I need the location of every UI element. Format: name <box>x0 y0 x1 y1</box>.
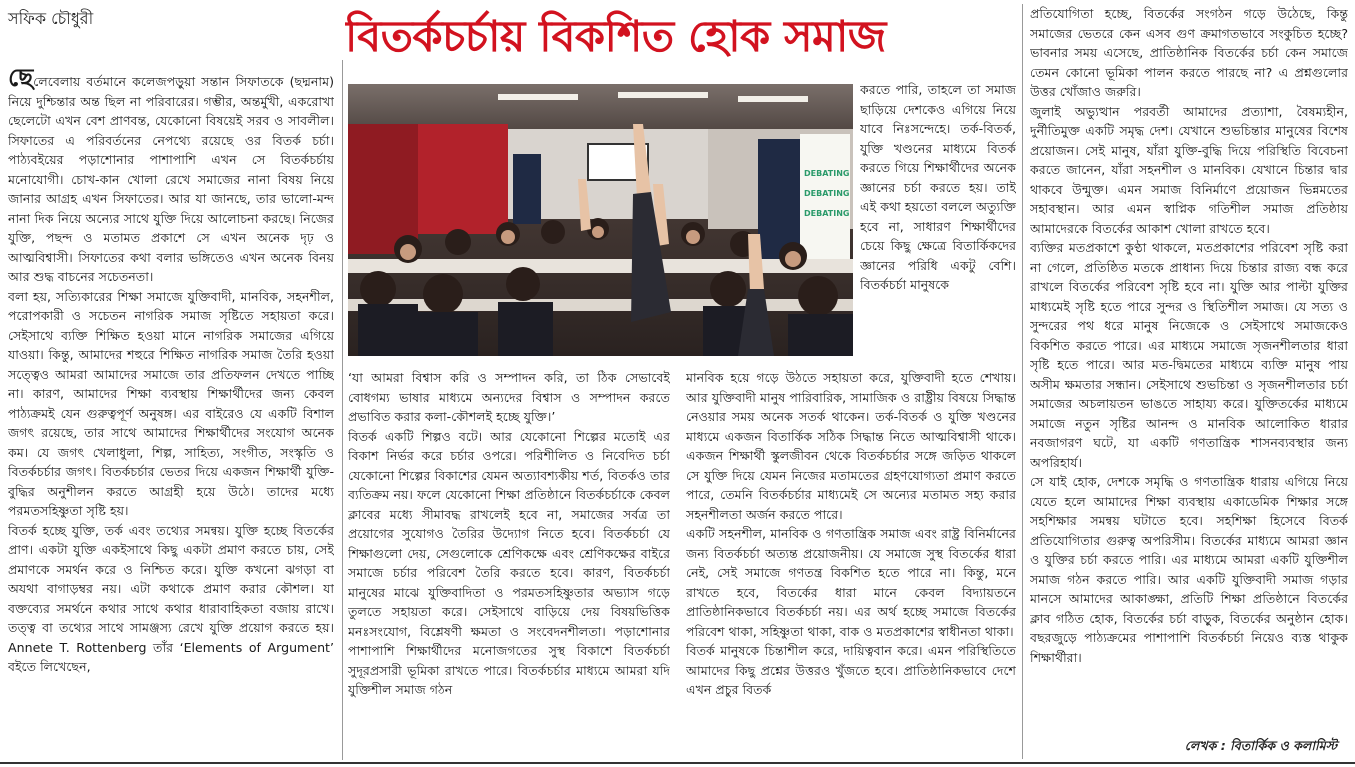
bottom-rule <box>0 762 1355 764</box>
quote: ‘যা আমরা বিশ্বাস করি ও সম্পাদন করি, তা ঠিক সেভাবেই বোধগম্য ভাষার মাধ্যমে অন্যদের বিশ্বাস ও সম্পাদন করতে প্রভাবিত করার কলা-কৌশলই হচ্ছে যুক্তি।’ <box>348 370 670 424</box>
paragraph: জুলাই অভ্যুত্থান পরবর্তী আমাদের প্রত্যাশা, বৈষম্যহীন, দুর্নীতিমুক্ত একটি সমৃদ্ধ দেশ। যেখানে শুভচিন্তার মানুষের বিশেষ প্রয়োজন। সেই মানুষ, যাঁরা যুক্তি-বুদ্ধি দিয়ে পরিস্থিতি বিবেচনা করতে জানেন, যাঁরা সহনশীল ও মানবিক। যেখানে চিন্তার দ্বার থাকবে উন্মুক্ত। এমন সমাজ বিনির্মাণে প্রয়োজন ভিন্নমতের সহাবস্থান। আর এমন স্বাপ্নিক গতিশীল সমাজ প্রতিষ্ঠায় আমাদেরকে বিতর্কের আকাশ খোলা রাখতে হবে। <box>1030 103 1348 236</box>
column-1 <box>8 68 334 736</box>
column-4 <box>1030 4 1348 734</box>
paragraph: করতে পারি, তাহলে তা সমাজ ছাড়িয়ে দেশকেও এগিয়ে নিয়ে যাবে নিঃসন্দেহে। তর্ক-বিতর্ক, যুক্তি খণ্ডনের মাধ্যমে বিতর্ক করতে গিয়ে শিক্ষার্থীদের অনেক জ্ঞানের চর্চা করতে হয়। তাই এই কথা হয়তো বললে অত্যুক্তি হবে না, সাধারণ শিক্ষার্থীদের চেয়ে কিছু ক্ষেত্রে বিতার্কিকদের জ্ঞানের পরিধি একটু বেশি। বিতর্কচর্চা মানুষকে <box>860 82 1016 292</box>
column-divider <box>1022 4 1023 759</box>
author-credit: লেখক : বিতার্কিক ও কলামিস্ট <box>1184 738 1337 753</box>
column-beside-photo <box>860 80 1016 368</box>
banner-text: DEBATING <box>804 209 850 218</box>
paragraph: সে যাই হোক, দেশকে সমৃদ্ধি ও গণতান্ত্রিক ধারায় এগিয়ে নিয়ে যেতে হলে আমাদের শিক্ষা ব্যবস্থায় একাডেমিক শিক্ষার সঙ্গে সহশিক্ষার সমন্বয় ঘটাতে হবে। সহশিক্ষা হিসেবে বিতর্ক প্রতিযোগিতার গুরুত্ব অপরিসীম। বিতর্কের মাধ্যমে আমরা জ্ঞান ও যুক্তির চর্চা করতে পারি। এর মাধ্যমে আমরা একটি যুক্তিশীল সমাজ গঠন করতে পারি। আর একটি যুক্তিবাদী সমাজ গড়ার মানসে আমাদের আকাঙ্ক্ষা, প্রতিটি শিক্ষা প্রতিষ্ঠানে বিতর্কের ক্লাব গঠিত হোক, বিতর্কের চর্চা বাড়ুক, বিতর্কের অনুষ্ঠান হোক। বছরজুড়ে পাঠ্যক্রমের পাশাপাশি বিতর্কচর্চা নিয়েও ব্যস্ত থাকুক শিক্ষার্থীরা। <box>1030 474 1348 665</box>
paragraph-intro: ছেলেবেলায় বর্তমানে কলেজপড়ুয়া সন্তান সিফাতকে (ছদ্মনাম) নিয়ে দুশ্চিন্তার অন্ত ছিল না পরিবারের। গম্ভীর, অন্তর্মুখী, একরোখা ছেলেটো এখন বেশ প্রাণবন্ত, যেকোনো বিষয়েই সরব ও সাবলীল। সিফাতের এ পরিবর্তনের নেপথ্যে রয়েছে ওর বিতর্ক চর্চা। পাঠ্যবইয়ের পড়াশোনার পাশাপাশি এখন সে বিতর্কচর্চায় মনোযোগী। চোখ-কান খোলা রেখে সমাজের নানা বিষয় নিয়ে জানার আগ্রহ এখন সিফাতের। আর যা জানছে, তার ভালো-মন্দ নানা দিক নিয়ে অন্যের সাথে যুক্তি দিয়ে আলোচনা করছে। নিজের যুক্তি, পছন্দ ও মতামত প্রকাশে সে এখন অনেক দৃঢ় ও আত্মবিশ্বাসী। সিফাতের কথা বলার ভঙ্গিতেও এখন অনেক বিনয় আর শুদ্ধ বাচনের সচেতনতা। <box>8 68 334 287</box>
paragraph: বিতর্ক হচ্ছে যুক্তি, তর্ক এবং তথ্যের সমন্বয়। যুক্তি হচ্ছে বিতর্কের প্রাণ। একটা যুক্তি একইসাথে কিছু একটা প্রমাণ করতে চায়, সেই প্রমাণকে সমর্থন করে ও নিশ্চিত করে। যুক্তি কখনো ঝগড়া বা অযথা বাগাড়ম্বর নয়। এটা কথাকে প্রমাণ করার কৌশল। যা বক্তব্যের সমর্থনে কথার সাথে কথার ধারাবাহিকতা বজায় রাখে। তত্ত্ব বা তথ্যের সাথে সামঞ্জস্য রেখে যুক্তি প্রয়োগ করতে হয়। Annete T. Rottenberg তাঁর ‘Elements of Argument’ বইতে লিখেছেন, <box>8 522 334 674</box>
paragraph: বিতর্ক একটি শিল্পও বটে। আর যেকোনো শিল্পের মতোই এর বিকাশ নির্ভর করে চর্চার ওপরে। পরিশীলিত ও নিবেদিত চর্চা যেকোনো শিল্পের বিকাশের যেমন অত্যাবশ্যকীয় শর্ত, বিতর্কও তার ব্যতিক্রম নয়। ফলে যেকোনো শিক্ষা প্রতিষ্ঠানে বিতর্কচর্চাকে কেবল ক্লাবের মধ্যে সীমাবদ্ধ রাখলেই হবে না, সমাজের সর্বত্র তা প্রয়োগের সুযোগও তৈরির উদ্যোগ নিতে হবে। বিতর্কচর্চা যে শিক্ষাগুলো দেয়, সেগুলোকে শ্রেণিকক্ষে এবং শ্রেণিকক্ষের বাইরে সমাজে চর্চার পরিবেশ তৈরি করতে হবে। কারণ, বিতর্কচর্চা মানুষের মাঝে যুক্তিবাদিতা ও পরমতসহিষ্ণুতার অভ্যাস গড়ে তুলতে সহায়তা করে। সেইসাথে বাড়িয়ে দেয় বিষয়ভিত্তিক মনঃসংযোগ, বিশ্লেষণী ক্ষমতা ও সংবেদনশীলতা। পড়াশোনার পাশাপাশি শিক্ষার্থীদের মনোজগতের সুস্থ বিকাশে বিতর্কচর্চা সুদূরপ্রসারী ভূমিকা রাখতে পারে। বিতর্কচর্চার মাধ্যমে আমরা যদি যুক্তিশীল সমাজ গঠন <box>348 428 670 697</box>
banner-text: DEBATING <box>804 189 850 198</box>
article-photo <box>348 84 853 356</box>
drop-cap: ছে <box>8 68 34 92</box>
paragraph: ব্যক্তির মতপ্রকাশে কুণ্ঠা থাকলে, মতপ্রকাশের পরিবেশ সৃষ্টি করা না গেলে, প্রতিষ্ঠিত মতকে প্রাধান্য দিয়ে চিন্তার রাজ্য বন্ধ করে রাখলে বিতর্কের পরিবেশ সৃষ্টি হবে না। যুক্তি আর পাল্টা যুক্তির মাধ্যমেই সৃষ্টি হতে পারে সুন্দর ও স্থিতিশীল সমাজ। যে সত্য ও সুন্দরের পথ ধরে মানুষ নিজেকে ও সেইসাথে সমাজকেও বিকশিত করতে পারে। এর মাধ্যমে সমাজে সৃজনশীলতার ধারা সৃষ্টি হতে পারে। আর মত-দ্বিমতের মাধ্যমে ব্যক্তি মানুষ পায় অসীম ক্ষমতার সন্ধান। সেইসাথে শুভচিন্তা ও সৃজনশীলতার চর্চা সমাজের অচলায়তন ভাঙতে সাহায্য করে। যুক্তিতর্কের মাধ্যমে সমাজে নতুন সৃষ্টির আনন্দ ও মানবিক আলোকিত ধারার নবজাগরণ ঘটে, যা একটি গণতান্ত্রিক শাসনব্যবস্থার জন্য অপরিহার্য। <box>1030 240 1348 470</box>
column-3 <box>686 368 1016 752</box>
column-divider <box>342 60 343 760</box>
paragraph: বলা হয়, সত্যিকারের শিক্ষা সমাজে যুক্তিবাদী, মানবিক, সহনশীল, পরোপকারী ও সচেতন নাগরিক সমাজ সৃষ্টিতে সহায়তা করে। সেইসাথে ব্যক্তি শিক্ষিত হওয়া মানে নাগরিক সমাজের এগিয়ে যাওয়া। কিন্তু, আমাদের শহুরে শিক্ষিত নাগরিক সমাজ তৈরি হওয়া সত্ত্বেও আমরা আমাদের সমাজে তার প্রতিফলন দেখতে পাচ্ছি না। কারণ, আমাদের শিক্ষা ব্যবস্থায় শিক্ষার্থীদের জন্য কেবল পাঠ্যক্রমই যেন গুরুত্বপূর্ণ অনুষঙ্গ। এর বাইরেও যে একটি বিশাল জগৎ রয়েছে, তার সাথে আমাদের শিক্ষার্থীদের সংযোগ অনেক কম। যে জগৎ খেলাধুলা, শিল্প, সাহিত্য, সংগীত, সংস্কৃতি ও বিতর্কচর্চার জগৎ। বিতর্কচর্চার ভেতর দিয়ে একজন শিক্ষার্থী যুক্তি-বুদ্ধির অনুশীলন করতে আগ্রহী হয়ে উঠে। তাদের মধ্যে পরমতসহিষ্ণুতা সৃষ্টি হয়। <box>8 288 334 518</box>
paragraph: মানবিক হয়ে গড়ে উঠতে সহায়তা করে, যুক্তিবাদী হতে শেখায়। আর যুক্তিবাদী মানুষ পারিবারিক, সামাজিক ও রাষ্ট্রীয় বিষয়ে সিদ্ধান্ত নেওয়ার সময় অনেক সতর্ক থাকেন। তর্ক-বিতর্ক ও যুক্তি খণ্ডনের মাধ্যমে একজন বিতার্কিক সঠিক সিদ্ধান্ত নিতে আত্মবিশ্বাসী থাকে। একজন শিক্ষার্থী স্কুলজীবন থেকে বিতর্কচর্চার সঙ্গে জড়িত থাকলে সে যুক্তি দিয়ে যেমন নিজের মতামতের গ্রহণযোগ্যতা প্রমাণ করতে পারে, তেমনি বিতর্কচর্চার মাধ্যমেই সে অন্যের মতামত সহ্য করার সহনশীলতা অর্জন করতে পারে। <box>686 370 1016 522</box>
paragraph: একটি সহনশীল, মানবিক ও গণতান্ত্রিক সমাজ এবং রাষ্ট্র বিনির্মানের জন্য বিতর্কচর্চা অত্যন্ত প্রয়োজনীয়। যে সমাজে সুস্থ বিতর্কের ধারা নেই, সেই সমাজে গণতন্ত্র বিকশিত হতে পারে না। কিন্তু, মনে রাখতে হবে, বিতর্কের ধারা মানে কেবল বিদ্যায়তনে প্রাতিষ্ঠানিকভাবে বিতর্কচর্চা নয়। এর অর্থ হচ্ছে সমাজে বিতর্কের পরিবেশ থাকা, সহিষ্ণুতা থাকা, বাক ও মতপ্রকাশের স্বাধীনতা থাকা। <box>686 526 1016 639</box>
paragraph: বিতর্ক মানুষকে চিন্তাশীল করে, দায়িত্ববান করে। এমন পরিস্থিতিতে আমাদের কিছু প্রশ্নের উত্তরও খুঁজতে হবে। প্রাতিষ্ঠানিকভাবে দেশে এখন প্রচুর বিতর্ক <box>686 643 1016 697</box>
author-byline: সফিক চৌধুরী <box>8 9 94 28</box>
column-2 <box>348 368 670 752</box>
paragraph: প্রতিযোগিতা হচ্ছে, বিতর্কের সংগঠন গড়ে উঠেছে, কিন্তু সমাজের ভেতরে কেন এসব গুণ ক্রমাগতভাবে সংকুচিত হচ্ছে? ভাবনার সময় এসেছে, প্রাতিষ্ঠানিক বিতর্কের চর্চা কেন সমাজে তেমন কোনো ভূমিকা পালন করতে পারছে না? এ প্রশ্নগুলোর উত্তর খোঁজাও জরুরি। <box>1030 6 1348 99</box>
banner-text: DEBATING <box>804 169 850 178</box>
headline: বিতর্কচর্চায় বিকশিত হোক সমাজ <box>345 12 886 62</box>
